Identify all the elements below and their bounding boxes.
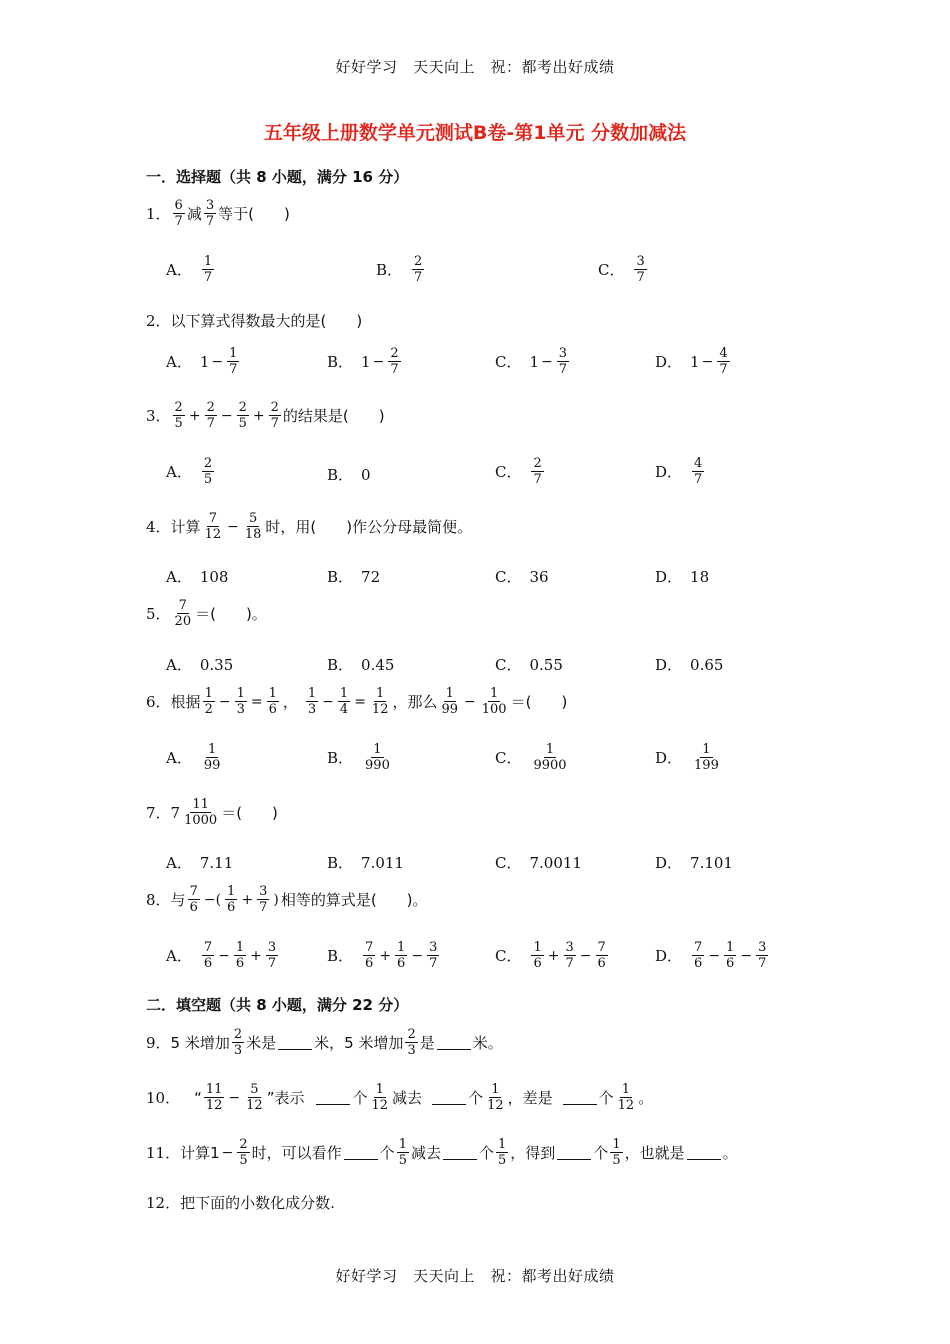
option-b: B． 0	[327, 465, 371, 484]
option-b: B． $\frac{2}{7}$	[376, 254, 423, 285]
numerator: 5	[250, 1082, 259, 1097]
denominator: 20	[174, 614, 192, 629]
option-d: D． $\frac{1}{199}$	[655, 742, 719, 773]
question-number: 2．	[146, 312, 171, 330]
numerator: 2	[206, 400, 215, 415]
option-value: 7.0011	[529, 853, 582, 872]
denominator: 12	[371, 1098, 389, 1113]
option-c: C． 0.55	[495, 655, 563, 674]
question-text: 以下算式得数最大的是( )	[170, 312, 363, 330]
question-text: “	[194, 1088, 202, 1107]
numerator: 1	[533, 940, 542, 955]
option-a: A． $\frac{7}{6}$ − $\frac{1}{6}$ + $\frac{3}{7}$	[166, 940, 277, 971]
denominator: 5	[239, 1153, 248, 1168]
question-4: 4． 计算 $\frac{7}{12}$ − $\frac{5}{18}$ 时，用( )作公分母最简便。	[146, 511, 473, 542]
option-d: D． 18	[655, 567, 710, 586]
denominator: 7	[719, 362, 728, 377]
numerator: 2	[233, 1027, 243, 1042]
denominator: 3	[307, 702, 317, 717]
numerator: 1	[207, 742, 217, 757]
denominator: 990	[365, 758, 390, 773]
question-number: 9．	[146, 1034, 171, 1052]
numerator: 4	[694, 456, 703, 471]
numerator: 1	[227, 884, 236, 899]
question-text: 个	[379, 1144, 395, 1162]
question-text: 把下面的小数化成分数.	[180, 1194, 335, 1212]
numerator: 3	[259, 884, 268, 899]
numerator: 1	[498, 1137, 507, 1152]
denominator: 7	[270, 416, 279, 431]
numerator: 7	[208, 511, 217, 526]
question-text: 米是	[246, 1034, 277, 1052]
denominator: 7	[205, 214, 215, 229]
denominator: 7	[558, 362, 568, 377]
page-footer: 好好学习 天天向上 祝：都考出好成绩	[335, 1267, 615, 1285]
question-number: 8．	[146, 891, 171, 909]
denominator: 7	[390, 362, 399, 377]
question-text: 等于( )	[218, 205, 290, 223]
numerator: 7	[597, 940, 606, 955]
option-d: D． 0.65	[655, 655, 724, 674]
question-text: ＝( )	[221, 804, 278, 822]
option-value: 36	[529, 567, 549, 586]
option-a: A． $\frac{1}{99}$	[166, 742, 221, 773]
denominator: 6	[189, 900, 198, 915]
option-a: A． 0.35	[166, 655, 234, 674]
numerator: 3	[636, 254, 645, 269]
question-number: 3．	[146, 407, 171, 425]
option-c: C． 7.0011	[495, 853, 582, 872]
question-text: 计算1	[180, 1144, 220, 1162]
question-11: 11． 计算1 − $\frac{2}{5}$ 时，可以看作 个 $\frac{1}{5}$ 减去 个 $\frac{1}{5}$ ，得到 个 $\frac{1}{5}$ ，也就是 。	[146, 1137, 738, 1168]
answer-blank[interactable]	[432, 1090, 466, 1105]
question-text: 5 米增加	[170, 1034, 230, 1052]
numerator: 7	[178, 598, 187, 613]
question-number: 1．	[146, 205, 171, 223]
question-text: ，差是	[507, 1089, 553, 1107]
numerator: 1	[236, 686, 245, 701]
question-text: 。	[722, 1144, 738, 1162]
question-text: 个	[593, 1144, 609, 1162]
denominator: 6	[726, 956, 735, 971]
answer-blank[interactable]	[687, 1145, 721, 1160]
answer-blank[interactable]	[344, 1145, 378, 1160]
question-text: 与	[170, 891, 186, 909]
numerator: 11	[205, 1082, 223, 1097]
numerator: 2	[414, 254, 423, 269]
numerator: 1	[235, 940, 245, 955]
numerator: 1	[268, 686, 277, 701]
numerator: 3	[429, 940, 438, 955]
question-number: 11．	[146, 1144, 181, 1162]
question-text: 个	[598, 1089, 614, 1107]
question-text: ＝( )	[510, 693, 568, 711]
denominator: 12	[246, 1098, 263, 1113]
denominator: 7	[414, 270, 423, 285]
denominator: 7	[758, 956, 767, 971]
option-value: 108	[199, 567, 229, 586]
question-text: 个	[352, 1089, 368, 1107]
question-2	[146, 310, 362, 331]
option-b: B． 7.011	[327, 853, 404, 872]
question-text: 个	[468, 1089, 484, 1107]
question-9	[146, 1027, 503, 1058]
numerator: 7	[189, 884, 198, 899]
option-c: C． 1 − $\frac{3}{7}$	[495, 346, 568, 377]
option-d: D． $\frac{4}{7}$	[655, 456, 703, 487]
denominator: 6	[694, 956, 703, 971]
question-number: 5．	[146, 605, 171, 623]
numerator: 3	[205, 198, 215, 213]
numerator: 1	[490, 686, 499, 701]
option-c: C． $\frac{3}{7}$	[598, 254, 645, 285]
numerator: 1	[229, 346, 238, 361]
fraction	[204, 198, 216, 229]
denominator: 12	[205, 1098, 223, 1113]
numerator: 11	[192, 797, 209, 812]
numerator: 7	[694, 940, 703, 955]
option-a: A． 108	[166, 567, 229, 586]
option-b: B． 72	[327, 567, 381, 586]
denominator: 12	[617, 1098, 635, 1113]
option-value: 0	[361, 465, 371, 484]
denominator: 6	[203, 956, 213, 971]
option-value: 7.101	[690, 853, 733, 872]
fraction	[173, 198, 185, 229]
numerator: 5	[248, 511, 258, 526]
question-1	[146, 198, 290, 229]
question-12	[146, 1192, 335, 1213]
numerator: 3	[267, 940, 277, 955]
question-text: ，那么	[392, 693, 438, 711]
numerator: 1	[445, 686, 454, 701]
denominator: 7	[429, 956, 438, 971]
document-title: 五年级上册数学单元测试B卷-第1单元 分数加减法	[263, 122, 687, 144]
denominator: 5	[203, 472, 213, 487]
numerator: 1	[491, 1082, 500, 1097]
option-a: A． 7.11	[166, 853, 234, 872]
denominator: 100	[481, 702, 507, 717]
numerator: 1	[339, 686, 349, 701]
denominator: 3	[236, 702, 245, 717]
numerator: 1	[545, 742, 555, 757]
question-text: 计算	[170, 518, 201, 536]
denominator: 99	[441, 702, 459, 717]
question-text: 米，5 米增加	[314, 1034, 404, 1052]
numerator: 3	[565, 940, 574, 955]
question-text: ，得到	[510, 1144, 556, 1162]
numerator: 3	[558, 346, 568, 361]
option-b: B． 0.45	[327, 655, 395, 674]
numerator: 2	[270, 400, 279, 415]
question-8: 8． 与 $\frac{7}{6}$ −( $\frac{1}{6}$ + $\frac{3}{7}$ ) 相等的算式是( )。	[146, 884, 428, 915]
denominator: 5	[612, 1153, 621, 1168]
denominator: 7	[174, 214, 183, 229]
numerator: 2	[390, 346, 399, 361]
denominator: 18	[244, 527, 262, 542]
question-text: ，	[282, 693, 298, 711]
denominator: 1000	[184, 813, 218, 828]
question-text: 相等的算式是( )。	[280, 891, 428, 909]
numerator: 1	[726, 940, 735, 955]
question-text: ，也就是	[624, 1144, 685, 1162]
question-number: 4．	[146, 518, 171, 536]
question-text: 个	[478, 1144, 494, 1162]
denominator: 3	[407, 1043, 416, 1058]
option-a: A． $\frac{1}{7}$	[166, 254, 213, 285]
option-value: 18	[690, 567, 710, 586]
denominator: 6	[533, 956, 542, 971]
numerator: 7	[203, 940, 213, 955]
question-3: 3． $\frac{2}{5}$ + $\frac{2}{7}$ − $\frac{2}{5}$ + $\frac{2}{7}$ 的结果是( )	[146, 400, 385, 431]
denominator: 99	[203, 758, 221, 773]
option-b: B． $\frac{7}{6}$ + $\frac{1}{6}$ − $\frac{3}{7}$	[327, 940, 438, 971]
denominator: 5	[498, 1153, 507, 1168]
denominator: 6	[365, 956, 374, 971]
question-7	[146, 797, 278, 828]
denominator: 6	[235, 956, 245, 971]
option-b: B． 1 − $\frac{2}{7}$	[327, 346, 399, 377]
question-number: 6．	[146, 693, 171, 711]
page-header: 好好学习 天天向上 祝：都考出好成绩	[335, 58, 615, 76]
question-text: 时，可以看作	[251, 1144, 342, 1162]
answer-blank[interactable]	[443, 1145, 477, 1160]
numerator: 1	[373, 742, 382, 757]
option-value: 72	[361, 567, 381, 586]
question-text: 的结果是( )	[282, 407, 385, 425]
numerator: 7	[365, 940, 374, 955]
numerator: 1	[204, 686, 213, 701]
numerator: 2	[238, 400, 247, 415]
numerator: 1	[203, 254, 213, 269]
answer-blank[interactable]	[278, 1035, 312, 1050]
option-a: A． $\frac{2}{5}$	[166, 456, 213, 487]
option-value: 0.35	[199, 655, 234, 674]
denominator: 7	[229, 362, 238, 377]
option-c: C． $\frac{2}{7}$	[495, 456, 542, 487]
denominator: 7	[694, 472, 703, 487]
denominator: 5	[398, 1153, 407, 1168]
option-a: A． 1 − $\frac{1}{7}$	[166, 346, 238, 377]
denominator: 7	[533, 472, 542, 487]
option-d: D． 7.101	[655, 853, 733, 872]
section-fill-heading: 二．填空题（共 8 小题，满分 22 分）	[146, 996, 409, 1014]
denominator: 9900	[533, 758, 567, 773]
denominator: 7	[206, 416, 215, 431]
question-number: 10．	[146, 1089, 181, 1107]
answer-blank[interactable]	[557, 1145, 591, 1160]
denominator: 12	[371, 702, 389, 717]
option-c: C． 36	[495, 567, 549, 586]
question-text: 米。	[472, 1034, 503, 1052]
answer-blank[interactable]	[316, 1090, 350, 1105]
option-d: D． 1 − $\frac{4}{7}$	[655, 346, 728, 377]
denominator: 199	[694, 758, 719, 773]
denominator: 7	[636, 270, 645, 285]
numerator: 2	[533, 456, 542, 471]
denominator: 6	[227, 900, 236, 915]
numerator: 1	[702, 742, 711, 757]
question-number: 12．	[146, 1194, 181, 1212]
denominator: 4	[339, 702, 349, 717]
question-text: 减去	[410, 1144, 441, 1162]
numerator: 2	[407, 1027, 416, 1042]
question-text: 减去	[392, 1089, 423, 1107]
denominator: 6	[268, 702, 277, 717]
option-b: B． $\frac{1}{990}$	[327, 742, 390, 773]
question-5	[146, 598, 267, 629]
option-value: 0.55	[529, 655, 563, 674]
denominator: 3	[233, 1043, 243, 1058]
numerator: 1	[397, 940, 406, 955]
option-value: 7.011	[361, 853, 404, 872]
numerator: 1	[398, 1137, 407, 1152]
question-text: 根据	[170, 693, 201, 711]
numerator: 2	[203, 456, 213, 471]
denominator: 7	[203, 270, 213, 285]
numerator: 2	[239, 1137, 248, 1152]
question-text: ”表示	[266, 1089, 305, 1107]
question-text: 减	[186, 205, 202, 223]
denominator: 7	[565, 956, 574, 971]
denominator: 6	[597, 956, 606, 971]
question-text: 是	[419, 1034, 435, 1052]
numerator: 4	[719, 346, 728, 361]
option-value: 0.45	[361, 655, 395, 674]
numerator: 1	[375, 1082, 384, 1097]
numerator: 6	[174, 198, 183, 213]
option-c: C． $\frac{1}{6}$ + $\frac{3}{7}$ − $\frac{7}{6}$	[495, 940, 606, 971]
question-text: ＝( )。	[195, 605, 267, 623]
numerator: 1	[307, 686, 317, 701]
answer-blank[interactable]	[437, 1035, 471, 1050]
option-c: C． $\frac{1}{9900}$	[495, 742, 567, 773]
numerator: 1	[612, 1137, 621, 1152]
denominator: 5	[238, 416, 247, 431]
question-text: 时，用( )作公分母最简便。	[265, 518, 473, 536]
numerator: 3	[758, 940, 767, 955]
denominator: 7	[267, 956, 277, 971]
section-choice-heading: 一．选择题（共 8 小题，满分 16 分）	[146, 168, 409, 186]
question-6: 6． 根据 $\frac{1}{2}$ − $\frac{1}{3}$ = $\frac{1}{6}$ ， $\frac{1}{3}$ − $\frac{1}{4}$ = $\frac{1}{12}$ ，那么 $\frac{1}{99}$ − $\frac{1}{100}$ ＝( )	[146, 686, 568, 717]
denominator: 2	[204, 702, 213, 717]
question-number: 7．	[146, 804, 171, 822]
denominator: 7	[259, 900, 268, 915]
numerator: 2	[174, 400, 183, 415]
question-10: 10． “ $\frac{11}{12}$ − $\frac{5}{12}$ ”表示 个 $\frac{1}{12}$ 减去 个 $\frac{1}{12}$ ，差是 个 $\frac{1}{12}$ 。	[146, 1082, 654, 1113]
denominator: 12	[487, 1098, 504, 1113]
denominator: 12	[204, 527, 222, 542]
numerator: 1	[376, 686, 385, 701]
option-d: D． $\frac{7}{6}$ − $\frac{1}{6}$ − $\frac{3}{7}$	[655, 940, 767, 971]
answer-blank[interactable]	[563, 1090, 597, 1105]
numerator: 1	[621, 1082, 631, 1097]
denominator: 6	[397, 956, 406, 971]
option-value: 7.11	[199, 853, 234, 872]
denominator: 5	[174, 416, 183, 431]
mixed-number-whole: 7	[170, 803, 181, 822]
option-value: 0.65	[690, 655, 724, 674]
question-text: 。	[638, 1089, 654, 1107]
